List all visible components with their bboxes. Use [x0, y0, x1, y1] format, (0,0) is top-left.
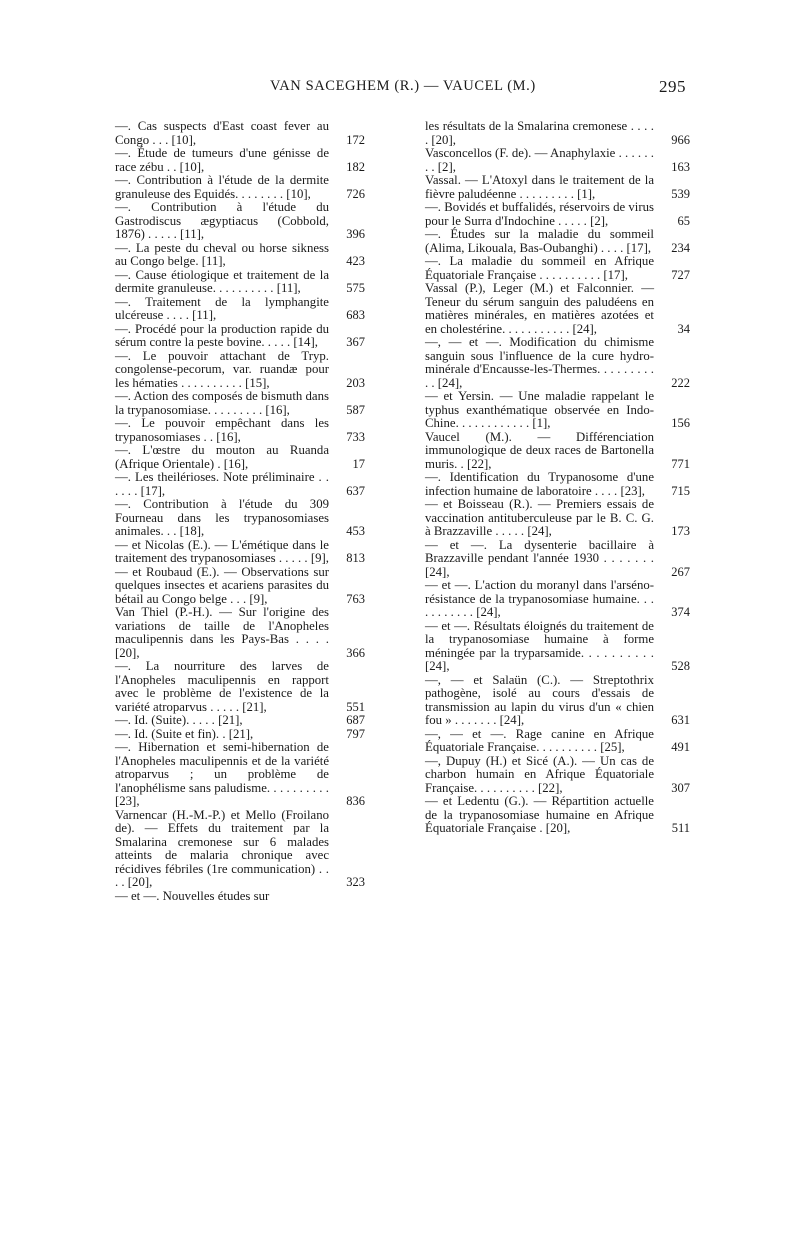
index-entry — [115, 417, 365, 444]
entry-text: — et —. L'action du moranyl dans l'arséno-résistance de la trypanosomiase humaine. . . . . . . . . . . [24], — [425, 578, 654, 619]
entry-page-number: 511 — [671, 821, 690, 835]
entry-text: —. Le pouvoir attachant de Tryp. congolense-pecorum, var. ruandæ pour les hématies . . . . . . . . . . [15], — [115, 348, 329, 390]
entry-text: —. Contribution à l'étude de la dermite granuleuse des Equidés. . . . . . . . [10], — [115, 173, 329, 201]
entry-text: — et —. Nouvelles études sur — [115, 888, 270, 903]
entry-text: —. La nourriture des larves de l'Anopheles maculipennis en rapport avec le problème de l'existence de la variété atroparvus . . . . . [21], — [115, 659, 329, 714]
entry-page-number: 637 — [346, 483, 365, 498]
entry-text: —. Le pouvoir empêchant dans les trypanosomiases . . [16], — [115, 416, 329, 444]
entry-text: —. La maladie du sommeil en Afrique Équatoriale Française . . . . . . . . . . [17], — [425, 254, 654, 282]
entry-text: Van Thiel (P.-H.). — Sur l'origine des variations de taille de l'Anopheles maculipennis dans les Pays-Bas . . . . [20], — [115, 605, 329, 660]
entry-page-number: 307 — [671, 780, 690, 795]
entry-text: —. Contribution à l'étude du Gastrodiscus ægyptiacus (Cobbold, 1876) . . . . . [11], — [115, 200, 329, 241]
entry-page-number: 374 — [671, 605, 690, 619]
entry-text: —. Cause étiologique et traitement de la dermite granuleuse. . . . . . . . . . [11], — [115, 267, 329, 295]
page-number: 295 — [659, 77, 686, 96]
entry-page-number: 65 — [677, 213, 690, 228]
entry-page-number: 733 — [346, 429, 365, 444]
index-entry — [425, 174, 690, 201]
left-column — [115, 120, 365, 903]
entry-text: —. Hibernation et semi-hibernation de l'Anopheles maculipennis et de la variété atroparvus ; un problème de l'anophélisme sans paludisme. . . . . . . . . . [23], — [115, 740, 329, 808]
index-entry — [115, 147, 365, 174]
index-entry — [425, 336, 690, 390]
index-entry — [425, 579, 690, 620]
running-header — [0, 78, 800, 104]
entry-text: —. Bovidés et buffalidés, réservoirs de virus pour le Surra d'Indochine . . . . . [2], — [425, 200, 654, 228]
entry-text: — et Nicolas (E.). — L'émétique dans le traitement des trypanosomiases . . . . . [9], — [115, 537, 329, 565]
index-entry — [115, 809, 365, 890]
index-entry — [425, 431, 690, 472]
entry-page-number: 726 — [346, 186, 365, 201]
entry-page-number: 173 — [671, 524, 690, 538]
entry-text: — et Yersin. — Une maladie rappelant le typhus exanthématique observée en Indo-Chine. . . . . . . . . . . . [1], — [425, 389, 654, 430]
entry-page-number: 34 — [677, 321, 690, 336]
index-entry — [425, 255, 690, 282]
index-entry — [425, 471, 690, 498]
index-entry — [115, 350, 365, 391]
entry-page-number: 797 — [346, 726, 365, 741]
entry-page-number: 222 — [671, 375, 690, 390]
entry-text: — et Boisseau (R.). — Premiers essais de vaccination antituberculeuse par le B. C. G. à Brazzaville . . . . . [24], — [425, 497, 654, 538]
entry-page-number: 683 — [346, 308, 365, 322]
index-entry — [115, 390, 365, 417]
index-entry — [115, 471, 365, 498]
entry-text: —. Identification du Trypanosome d'une infection humaine de laboratoire . . . . [23], — [425, 470, 654, 498]
index-entry — [115, 890, 365, 904]
index-entry — [425, 620, 690, 674]
entry-page-number: 17 — [352, 456, 365, 471]
entry-text: — et Ledentu (G.). — Répartition actuelle de la trypanosomiase humaine en Afrique Équatoriale Française . [20], — [425, 794, 654, 835]
entry-page-number: 631 — [671, 713, 690, 727]
entry-page-number: 836 — [346, 794, 365, 808]
entry-text: —, Dupuy (H.) et Sicé (A.). — Un cas de charbon humain en Afrique Équatoriale Française. . . . . . . . . . [22], — [425, 753, 654, 795]
entry-text: —, — et —. Rage canine en Afrique Équatoriale Française. . . . . . . . . . [25], — [425, 726, 654, 754]
entry-text: Vaucel (M.). — Différenciation immunologique de deux races de Bartonella muris. . [22], — [425, 429, 654, 471]
entry-page-number: 163 — [671, 159, 690, 174]
entry-text: —. Les theilérioses. Note préliminaire . . . . . . [17], — [115, 470, 329, 498]
entry-page-number: 491 — [671, 740, 690, 754]
index-entry — [115, 323, 365, 350]
entry-text: Vasconcellos (F. de). — Anaphylaxie . . . . . . . . [2], — [425, 146, 654, 174]
entry-text: —. Contribution à l'étude du 309 Fourneau dans les trypanosomiases animales. . . [18], — [115, 497, 329, 538]
entry-page-number: 763 — [346, 591, 365, 606]
index-entry — [425, 201, 690, 228]
index-entry — [115, 539, 365, 566]
entry-text: —. Cas suspects d'East coast fever au Congo . . . [10], — [115, 119, 329, 147]
entry-text: — et —. Résultats éloignés du traitement de la trypanosomiase humaine à forme méningée par la tryparsamide. . . . . . . . . . [24], — [425, 618, 654, 673]
index-entry — [115, 242, 365, 269]
entry-page-number: 687 — [346, 713, 365, 727]
entry-text: —. Id. (Suite et fin). . [21], — [115, 726, 254, 741]
entry-page-number: 172 — [346, 132, 365, 147]
index-entry — [115, 444, 365, 471]
index-entry — [115, 660, 365, 714]
entry-text: —, — et Salaün (C.). — Streptothrix pathogène, isolé au cours d'essais de transmission au lapin du virus d'un « chien fou » . . . . . . . [24], — [425, 672, 654, 727]
index-entry — [115, 120, 365, 147]
entry-page-number: 587 — [346, 402, 365, 417]
entry-page-number: 396 — [346, 227, 365, 241]
entry-text: Vassal. — L'Atoxyl dans le traitement de la fièvre paludéenne . . . . . . . . . [1], — [425, 173, 654, 201]
entry-text: —. Traitement de la lymphangite ulcéreuse . . . . [11], — [115, 294, 329, 322]
index-entry — [115, 566, 365, 607]
entry-text: les résultats de la Smalarina cremonese . . . . . [20], — [425, 119, 654, 147]
index-entry — [425, 390, 690, 431]
entry-text: —. Étude de tumeurs d'une génisse de race zébu . . [10], — [115, 146, 329, 174]
index-entry — [115, 296, 365, 323]
entry-page-number: 727 — [671, 267, 690, 282]
entry-page-number: 423 — [346, 254, 365, 268]
entry-page-number: 267 — [671, 564, 690, 579]
entry-text: —. Procédé pour la production rapide du sérum contre la peste bovine. . . . . [14], — [115, 321, 329, 349]
entry-page-number: 575 — [346, 281, 365, 295]
entry-text: —. Id. (Suite). . . . . [21], — [115, 713, 243, 727]
index-entry — [115, 728, 365, 742]
index-entry — [425, 282, 690, 336]
entry-page-number: 234 — [671, 240, 690, 255]
entry-page-number: 323 — [346, 875, 365, 889]
index-entry — [425, 674, 690, 728]
entry-page-number: 366 — [346, 645, 365, 660]
index-entry — [425, 120, 690, 147]
index-entry — [115, 714, 365, 728]
entry-page-number: 771 — [671, 456, 690, 471]
index-entry — [115, 741, 365, 809]
index-entry — [115, 174, 365, 201]
entry-page-number: 715 — [671, 483, 690, 498]
entry-page-number: 539 — [671, 186, 690, 201]
index-entry — [425, 228, 690, 255]
index-entry — [425, 539, 690, 580]
entry-text: —. La peste du cheval ou horse sikness au Congo belge. [11], — [115, 240, 329, 268]
index-entry — [115, 498, 365, 539]
index-entry — [425, 755, 690, 796]
entry-page-number: 203 — [346, 375, 365, 390]
index-entry — [115, 201, 365, 242]
entry-page-number: 182 — [346, 159, 365, 174]
entry-text: —. L'œstre du mouton au Ruanda (Afrique Orientale) . [16], — [115, 443, 329, 471]
entry-text: Varnencar (H.-M.-P.) et Mello (Froilano de). — Effets du traitement par la Smalarina cremonese sur 6 malades atteints de malaria chronique avec récidives fébriles (1re communication) . . . . [20], — [115, 807, 329, 889]
index-entry — [115, 606, 365, 660]
entry-page-number: 551 — [346, 699, 365, 714]
entry-text: Vassal (P.), Leger (M.) et Falconnier. — Teneur du sérum sanguin des paludéens en matières minérales, en matières azotées et en cholestérine. . . . . . . . . . . [24], — [425, 281, 654, 336]
entry-page-number: 453 — [346, 524, 365, 538]
index-entry — [425, 795, 690, 836]
right-column — [425, 120, 690, 836]
index-entry — [115, 269, 365, 296]
entry-text: —, — et —. Modification du chimisme sanguin sous l'influence de la cure hydro-minérale d'Encausse-les-Thermes. . . . . . . . . . . [24], — [425, 335, 654, 390]
entry-page-number: 528 — [671, 659, 690, 673]
entry-text: — et —. La dysenterie bacillaire à Brazzaville pendant l'année 1930 . . . . . . . [24], — [425, 537, 654, 579]
entry-page-number: 156 — [671, 416, 690, 430]
index-entry — [425, 498, 690, 539]
entry-text: —. Études sur la maladie du sommeil (Alima, Likouala, Bas-Oubanghi) . . . . [17], — [425, 227, 654, 255]
entry-page-number: 367 — [346, 335, 365, 349]
entry-page-number: 966 — [671, 132, 690, 147]
index-entry — [425, 147, 690, 174]
entry-text: —. Action des composés de bismuth dans la trypanosomiase. . . . . . . . . [16], — [115, 389, 329, 417]
index-entry — [425, 728, 690, 755]
entry-page-number: 813 — [346, 551, 365, 565]
entry-text: — et Roubaud (E.). — Observations sur quelques insectes et acariens parasites du bétail au Congo belge . . . [9], — [115, 564, 329, 606]
page-title: VAN SACEGHEM (R.) — VAUCEL (M.) — [270, 78, 536, 94]
